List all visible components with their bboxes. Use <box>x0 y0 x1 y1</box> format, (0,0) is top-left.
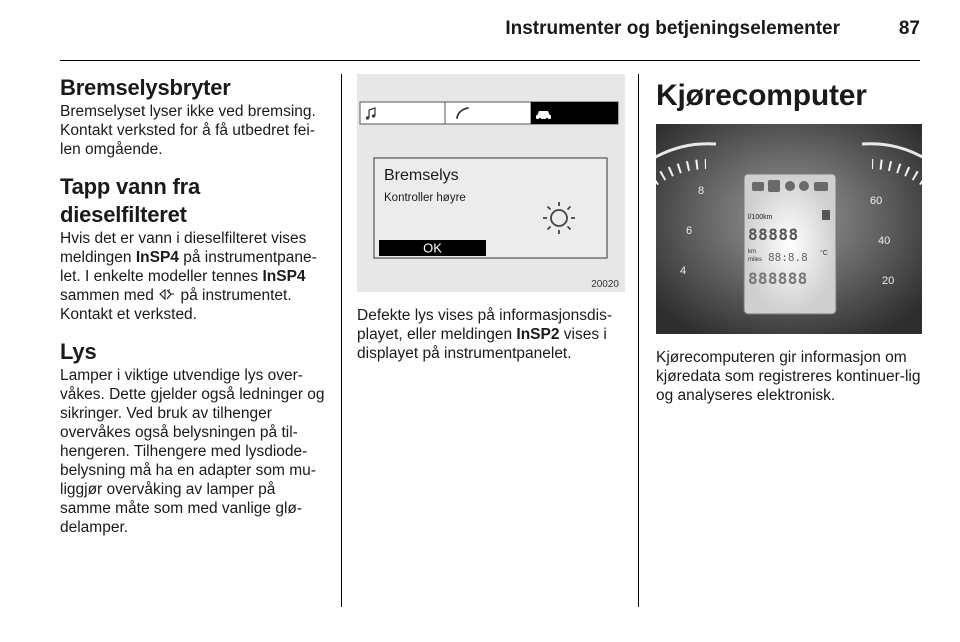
miles-label: miles <box>748 257 763 263</box>
header-rule <box>60 60 920 61</box>
text-lys: Lamper i viktige utvendige lys over-våkes. Dette gjelder også ledninger og sikringer. Ved bruk av tilhenger overvåkes også belysningen på til-hengeren. Tilhengere med lysdiode-belysning må ha en adapter som mu-liggjør overvåking av lamper på samme måte som med vanlige glø-delamper. <box>60 367 325 536</box>
svg-text:4: 4 <box>680 265 687 277</box>
svg-text:40: 40 <box>878 235 891 247</box>
celsius-label: °C <box>820 250 828 257</box>
instrument-cluster-illustration <box>656 124 922 334</box>
heading-kjorecomputer: Kjørecomputer <box>656 79 867 112</box>
figure-caption: Defekte lys vises på informasjonsdis-playet, eller meldingen InSP2 vises i displayet på instrumentpanelet. <box>357 307 612 362</box>
text-bremselysbryter: Bremselyset lyser ikke ved bremsing. Kontakt verksted for å få utbedret fei-len omgående. <box>60 103 316 158</box>
column-right <box>656 74 922 405</box>
text-kjorecomputer: Kjørecomputeren gir informasjon om kjøredata som registreres kontinuer-lig og analyseres elektronisk. <box>656 349 921 404</box>
digits-row-2: 88:8.8 <box>768 251 808 264</box>
svg-text:60: 60 <box>870 195 883 207</box>
heading-lys: Lys <box>60 339 97 364</box>
heading-bremselysbryter: Bremselysbryter <box>60 75 231 100</box>
instrument-cluster-figure <box>656 124 922 334</box>
digits-row-1: 88888 <box>748 225 799 244</box>
code-insp2: InSP2 <box>516 326 560 343</box>
column-divider-left <box>341 74 342 607</box>
column-middle <box>357 74 625 363</box>
code-insp4: InSP4 <box>135 249 179 266</box>
code-insp4-2: InSP4 <box>262 268 306 285</box>
ok-button-label: OK <box>423 240 442 256</box>
svg-text:6: 6 <box>686 225 693 237</box>
unit-label: l/100km <box>748 214 773 221</box>
svg-text:20: 20 <box>882 275 895 287</box>
text-dieselfilter: Hvis det er vann i dieselfilteret vises meldingen InSP4 på instrumentpane-let. I enkelte modeller tennes InSP4 sammen med på instrumentet. Kontakt et verksted. <box>60 230 317 323</box>
svg-text:8: 8 <box>698 185 705 197</box>
fuel-pump-icon <box>822 210 830 220</box>
message-title: Bremselys <box>384 167 459 184</box>
figure-number: 20020 <box>591 279 619 290</box>
column-divider-right <box>638 74 639 607</box>
fuel-filter-icon <box>158 288 176 301</box>
page-number: 87 <box>898 18 920 39</box>
header-title: Instrumenter og betjeningselementer <box>505 18 840 39</box>
column-left <box>60 74 330 537</box>
digits-row-3: 888888 <box>748 269 808 288</box>
heading-dieselfilter: Tapp vann fra dieselfilteret <box>60 174 201 227</box>
message-subtitle: Kontroller høyre <box>384 192 466 204</box>
km-label: km <box>748 249 756 255</box>
info-display-illustration <box>357 74 625 292</box>
info-display-figure <box>357 74 625 292</box>
